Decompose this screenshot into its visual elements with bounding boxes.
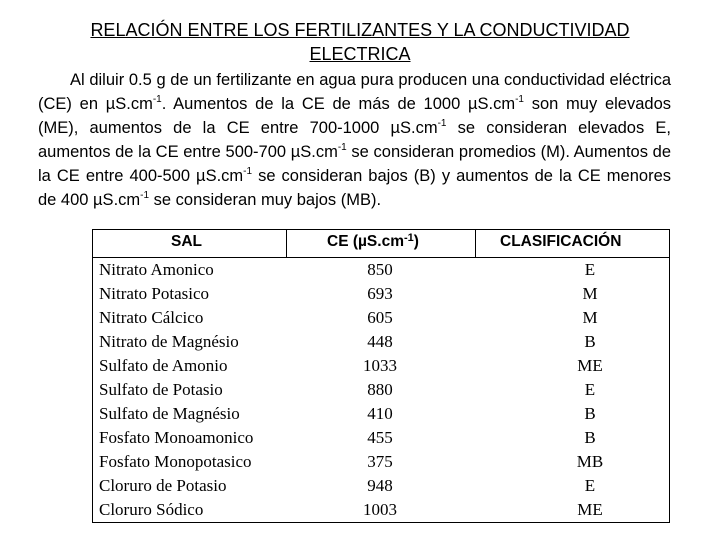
- table-row: [93, 377, 669, 401]
- cell-ce: 880: [367, 380, 393, 399]
- cell-sal: Sulfato de Magnésio: [99, 404, 240, 423]
- cell-ce: 410: [367, 404, 393, 423]
- exponent: -1: [337, 142, 347, 153]
- cell-ce: 605: [367, 308, 393, 327]
- table-row: [93, 305, 669, 329]
- exponent: -1: [437, 118, 447, 129]
- cell-sal: Nitrato de Magnésio: [99, 332, 239, 351]
- table-row: [93, 497, 669, 521]
- cell-clasificacion: M: [582, 284, 598, 303]
- header-ce-close: ): [413, 233, 419, 250]
- cell-clasificacion: B: [584, 404, 596, 423]
- cell-ce: 850: [367, 260, 393, 279]
- cell-sal: Nitrato Potasico: [99, 284, 210, 303]
- cell-clasificacion: B: [584, 428, 596, 447]
- table-row: [93, 473, 669, 497]
- cell-ce: 948: [367, 476, 393, 495]
- cell-ce: 1003: [363, 500, 397, 519]
- cell-clasificacion: M: [582, 308, 598, 327]
- cell-sal: Fosfato Monopotasico: [99, 452, 252, 471]
- cell-sal: Fosfato Monoamonico: [99, 428, 254, 447]
- cell-clasificacion: E: [584, 380, 596, 399]
- cell-sal: Nitrato Cálcico: [99, 308, 204, 327]
- cell-ce: 455: [367, 428, 393, 447]
- table-row: [93, 449, 669, 473]
- cell-sal: Cloruro de Potasio: [99, 476, 227, 495]
- cell-clasificacion: E: [584, 260, 596, 279]
- exponent: -1: [243, 166, 253, 177]
- table-row: [93, 257, 669, 281]
- cell-sal: Cloruro Sódico: [99, 500, 204, 519]
- table-header-row: [93, 230, 669, 258]
- table-row: [93, 281, 669, 305]
- header-ce-exponent: -1: [403, 232, 414, 244]
- table-row: [93, 329, 669, 353]
- cell-clasificacion: ME: [577, 356, 603, 375]
- cell-ce: 1033: [363, 356, 397, 375]
- page-title: RELACIÓN ENTRE LOS FERTILIZANTES Y LA CONDUCTIVIDAD ELECTRICA: [90, 20, 630, 64]
- header-ce: [327, 233, 419, 251]
- cell-ce: 375: [367, 452, 393, 471]
- cell-clasificacion: B: [584, 332, 596, 351]
- intro-paragraph: [38, 68, 671, 212]
- cell-ce: 448: [367, 332, 393, 351]
- header-divider: [475, 230, 476, 257]
- exponent: -1: [152, 94, 162, 105]
- exponent: -1: [140, 190, 150, 201]
- paragraph-text: se consideran elevados E, aumentos de la CE entre 500-700 µS.cm: [38, 119, 672, 161]
- cell-clasificacion: MB: [576, 452, 604, 471]
- cell-sal: Sulfato de Amonio: [99, 356, 228, 375]
- paragraph-text: se consideran muy bajos (MB).: [149, 191, 382, 209]
- cell-clasificacion: ME: [577, 500, 603, 519]
- table-row: [93, 353, 669, 377]
- header-clasificacion: CLASIFICACIÓN: [500, 233, 622, 250]
- paragraph-text: Al diluir 0.5 g de un fertilizante en agua pura producen una conductividad eléctrica (CE) en µS.cm: [38, 71, 671, 113]
- cell-sal: Nitrato Amonico: [99, 260, 214, 279]
- paragraph-text: . Aumentos de la CE de más de 1000 µS.cm: [161, 95, 516, 113]
- header-sal: SAL: [171, 233, 202, 250]
- table-body: [93, 257, 669, 521]
- cell-ce: 693: [367, 284, 393, 303]
- fertilizer-table: [92, 229, 670, 523]
- paragraph-text: son muy elevados (ME), aumentos de la CE entre 700-1000 µS.cm: [38, 95, 672, 137]
- paragraph-text: se consideran bajos (B) y aumentos de la CE menores de 400 µS.cm: [38, 167, 672, 209]
- paragraph-text: se consideran promedios (M). Aumentos de la CE entre 400-500 µS.cm: [38, 143, 671, 185]
- cell-sal: Sulfato de Potasio: [99, 380, 223, 399]
- table-row: [93, 401, 669, 425]
- table-row: [93, 425, 669, 449]
- header-divider: [286, 230, 287, 257]
- exponent: -1: [515, 94, 524, 105]
- header-ce-label: CE (µS.cm: [327, 233, 404, 250]
- cell-clasificacion: E: [584, 476, 596, 495]
